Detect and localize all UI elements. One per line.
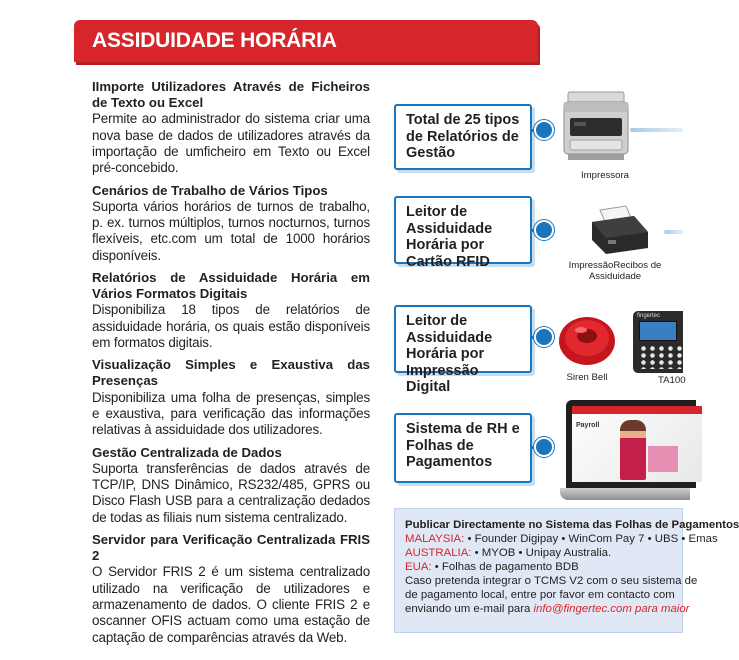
siren-caption: Siren Bell <box>566 372 608 383</box>
reports-box <box>394 104 532 170</box>
payroll-integration-panel <box>394 508 739 633</box>
malaysia-label: MALAYSIA: <box>405 533 465 545</box>
terminal-brand: fingertec <box>637 313 661 319</box>
ta100-terminal <box>633 311 683 373</box>
malaysia-items: • Founder Digipay • WinCom Pay 7 • UBS • Emas <box>464 533 718 545</box>
feature-title: Visualização Simples e Exaustiva das Presenças <box>92 357 370 389</box>
connector-fade-line <box>630 128 683 132</box>
connector-dot <box>534 220 554 240</box>
australia-label: AUSTRALIA: <box>405 547 472 559</box>
reports-box-label: Total de 25 tipos de Relatórios de Gestão <box>406 112 520 161</box>
eua-items: • Folhas de pagamento BDB <box>431 561 579 573</box>
note-line-3 <box>405 602 690 616</box>
section-banner <box>74 20 538 62</box>
feature-body: Disponibiliza uma folha de presenças, simples e exaustiva, para verificação das informações relativas à assiduidade dos utilizadores. <box>92 389 370 438</box>
feature-title: Servidor para Verificação Centralizada FRIS 2 <box>92 531 370 564</box>
payroll-heading: Publicar Directamente no Sistema das Folhas de Pagamentos <box>405 519 739 531</box>
feature-item <box>92 183 370 264</box>
eua-label: EUA: <box>405 561 432 573</box>
connector-dot <box>534 437 554 457</box>
section-title: ASSIDUIDADE HORÁRIA <box>92 29 337 52</box>
feature-body: O Servidor FRIS 2 é um sistema centralizado utilizado na verificação de utilizadores e armazenamento de dados. O cliente FRIS 2 e oscanner OFIS actuam como uma estação de captação de comparências através da Web. <box>92 564 370 645</box>
printer-caption: Impressora <box>581 170 629 181</box>
feature-body: Suporta vários horários de turnos de trabalho, p. ex. turnos múltiplos, turnos nocturnos, turnos flexíveis, etc.com um total de 1000 horários disponíveis. <box>92 198 370 263</box>
feature-title: IImporte Utilizadores Através de Ficheiros de Texto ou Excel <box>92 79 370 111</box>
feature-body: Disponibiliza 18 tipos de relatórios de assiduidade horária, os quais estão disponíveis em formatos digitais. <box>92 302 370 350</box>
screen-shopper-figure <box>620 420 646 480</box>
feature-item <box>92 357 370 438</box>
feature-item <box>92 79 370 177</box>
fingerprint-box <box>394 305 532 395</box>
laptop-image <box>560 400 683 504</box>
screen-shopping-bags <box>648 446 678 472</box>
siren-bell-icon <box>555 314 619 368</box>
printer-icon <box>560 88 632 166</box>
rfid-box-label: Leitor de Assiduidade Horária por Cartão RFID <box>406 204 493 270</box>
receipt-caption: ImpressãoRecibos de Assiduidade <box>568 260 662 282</box>
terminal-caption: TA100 <box>658 375 686 386</box>
hr-payroll-box-label: Sistema de RH e Folhas de Pagamentos <box>406 421 520 470</box>
laptop-screen-frame <box>566 400 696 488</box>
connector-dot <box>534 120 554 140</box>
feature-item <box>92 270 370 351</box>
feature-body: Permite ao administrador do sistema criar uma nova base de dados de utilizadores através da importação de umficheiro em Texto ou Excel pré-concebido. <box>92 111 370 176</box>
hr-payroll-box <box>394 413 532 483</box>
feature-item <box>92 532 370 646</box>
laptop-base <box>560 488 690 500</box>
terminal-screen <box>639 321 677 341</box>
australia-line <box>405 546 682 560</box>
email-link[interactable]: info@fingertec.com <box>533 603 632 615</box>
note-line-3-pre: enviando um e-mail para <box>405 603 534 615</box>
eua-line <box>405 560 682 574</box>
feature-title: Relatórios de Assiduidade Horária em Vários Formatos Digitais <box>92 269 370 302</box>
fingerprint-box-label: Leitor de Assiduidade Horária por Impressão Digital <box>406 313 493 395</box>
note-line-2: de pagamento local, entre por favor em contacto com <box>405 589 675 601</box>
feature-title: Cenários de Trabalho de Vários Tipos <box>92 182 328 198</box>
laptop-screen <box>572 406 702 482</box>
feature-list <box>92 79 370 652</box>
screen-text: Payroll <box>576 422 600 429</box>
rfid-box <box>394 196 532 270</box>
malaysia-line <box>405 532 718 546</box>
terminal-keypad <box>639 345 683 369</box>
screen-header-bar <box>572 406 702 414</box>
feature-title: Gestão Centralizada de Dados <box>92 444 282 460</box>
receipt-printer-icon <box>586 202 652 258</box>
feature-body: Suporta transferências de dados através de TCP/IP, DNS Dinâmico, RS232/485, GPRS ou Disco Flash USB para a centralização dedados de todas as filiais num sistema centralizado. <box>92 460 370 525</box>
australia-items: • MYOB • Unipay Australia. <box>471 547 612 559</box>
note-line-3-post: para maior <box>631 603 690 615</box>
feature-item <box>92 445 370 526</box>
note-line-1: Caso pretenda integrar o TCMS V2 com o seu sistema de <box>405 575 698 587</box>
connector-dot <box>534 327 554 347</box>
connector-fade-line <box>664 230 683 234</box>
